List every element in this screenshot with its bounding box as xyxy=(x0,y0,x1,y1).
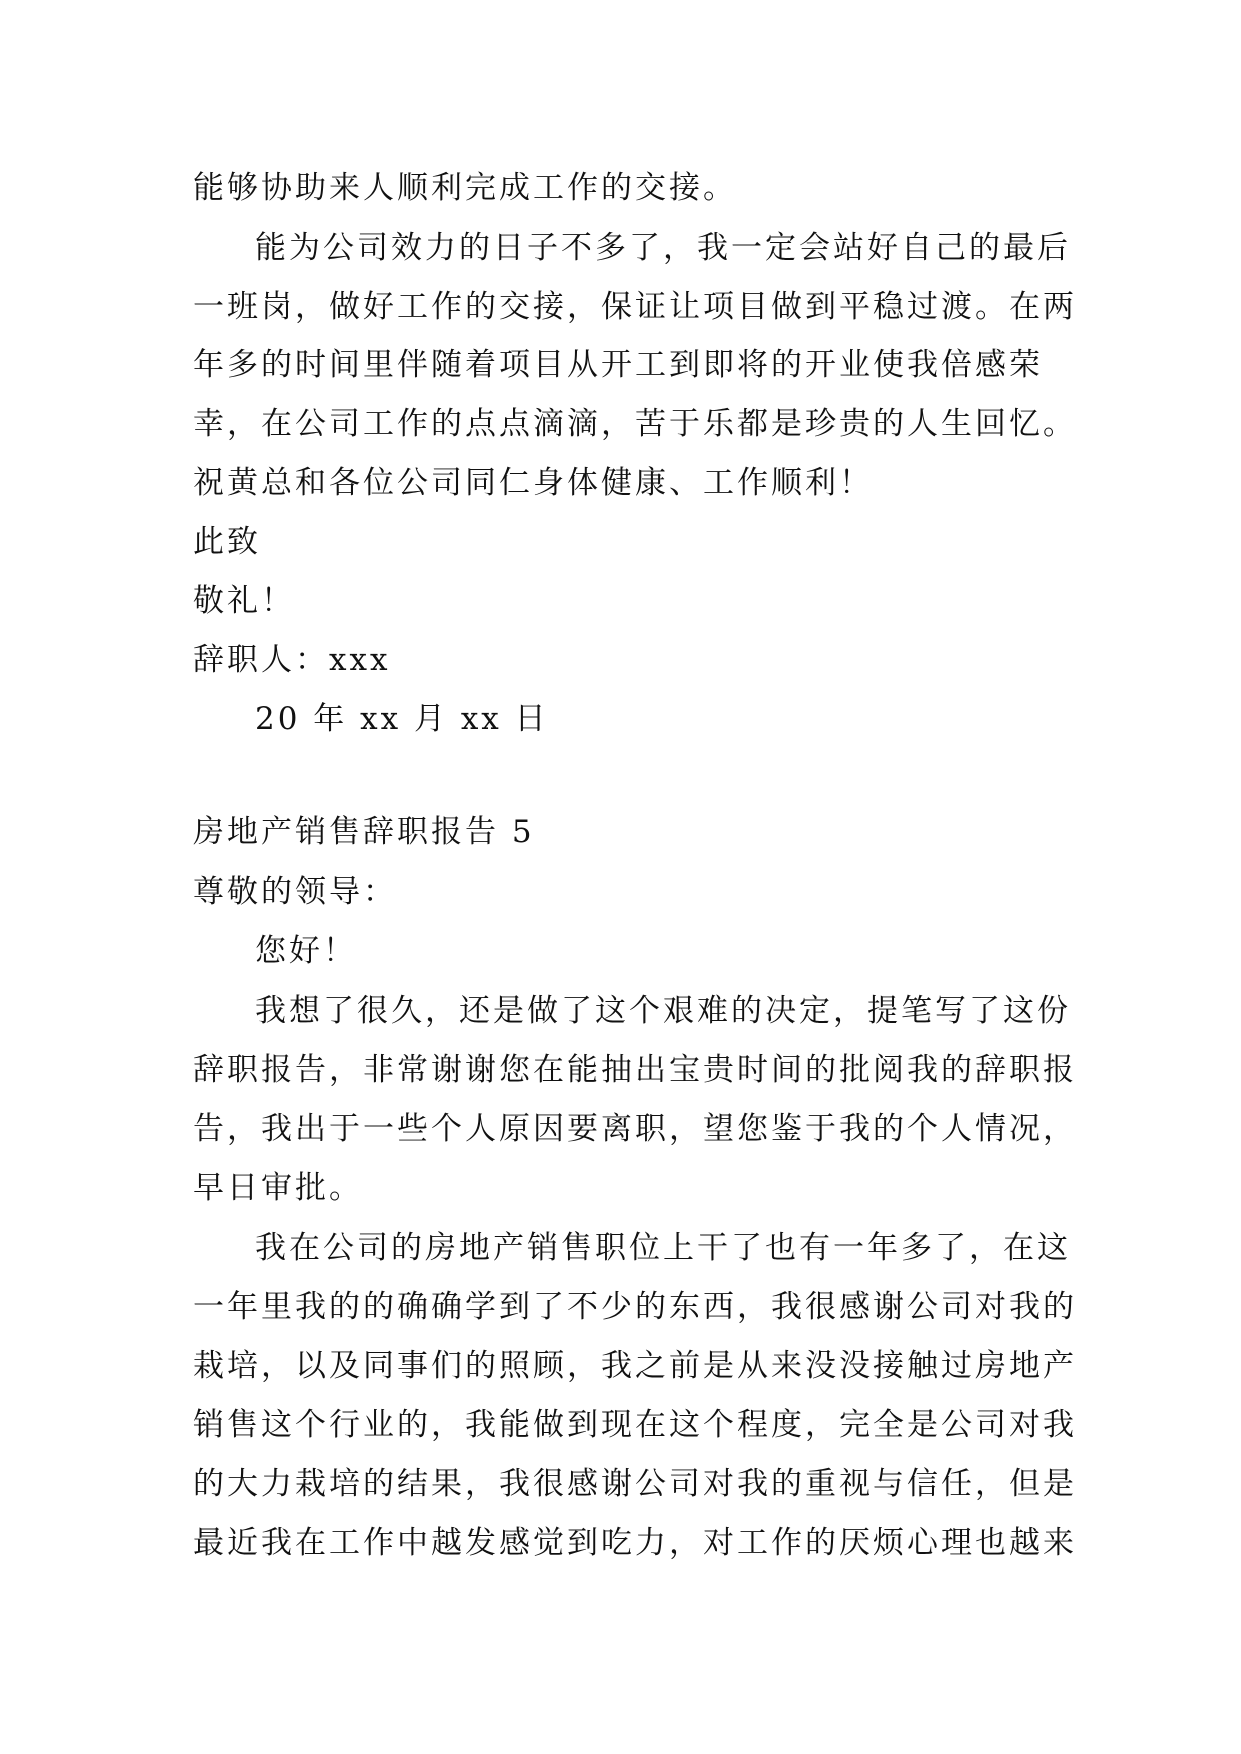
text-line: 最近我在工作中越发感觉到吃力，对工作的厌烦心理也越来 xyxy=(193,1525,1077,1561)
text-line: 一班岗，做好工作的交接，保证让项目做到平稳过渡。在两 xyxy=(193,289,1077,325)
closing-line: 敬礼！ xyxy=(193,583,295,619)
date-line: 20 年 xx 月 xx 日 xyxy=(255,701,549,737)
signature-line: 辞职人：xxx xyxy=(193,642,391,678)
text-line: 年多的时间里伴随着项目从开工到即将的开业使我倍感荣 xyxy=(193,347,1043,383)
closing-line: 此致 xyxy=(193,524,261,560)
text-line: 销售这个行业的，我能做到现在这个程度，完全是公司对我 xyxy=(193,1407,1077,1443)
text-line: 幸，在公司工作的点点滴滴，苦于乐都是珍贵的人生回忆。 xyxy=(193,406,1077,442)
salutation: 尊敬的领导： xyxy=(193,874,397,910)
text-line: 祝黄总和各位公司同仁身体健康、工作顺利！ xyxy=(193,465,873,501)
text-line: 辞职报告，非常谢谢您在能抽出宝贵时间的批阅我的辞职报 xyxy=(193,1052,1077,1088)
text-line: 早日审批。 xyxy=(193,1170,363,1206)
text-line: 能为公司效力的日子不多了，我一定会站好自己的最后 xyxy=(255,230,1071,266)
text-line: 一年里我的的确确学到了不少的东西，我很感谢公司对我的 xyxy=(193,1289,1077,1325)
text-line: 我想了很久，还是做了这个艰难的决定，提笔写了这份 xyxy=(255,993,1071,1029)
text-line: 栽培，以及同事们的照顾，我之前是从来没没接触过房地产 xyxy=(193,1348,1077,1384)
greeting: 您好！ xyxy=(255,933,357,969)
text-line: 我在公司的房地产销售职位上干了也有一年多了，在这 xyxy=(255,1230,1071,1266)
text-line: 告，我出于一些个人原因要离职，望您鉴于我的个人情况， xyxy=(193,1111,1077,1147)
text-line: 的大力栽培的结果，我很感谢公司对我的重视与信任，但是 xyxy=(193,1466,1077,1502)
section-title: 房地产销售辞职报告 5 xyxy=(193,814,535,850)
text-line: 能够协助来人顺利完成工作的交接。 xyxy=(193,170,737,206)
